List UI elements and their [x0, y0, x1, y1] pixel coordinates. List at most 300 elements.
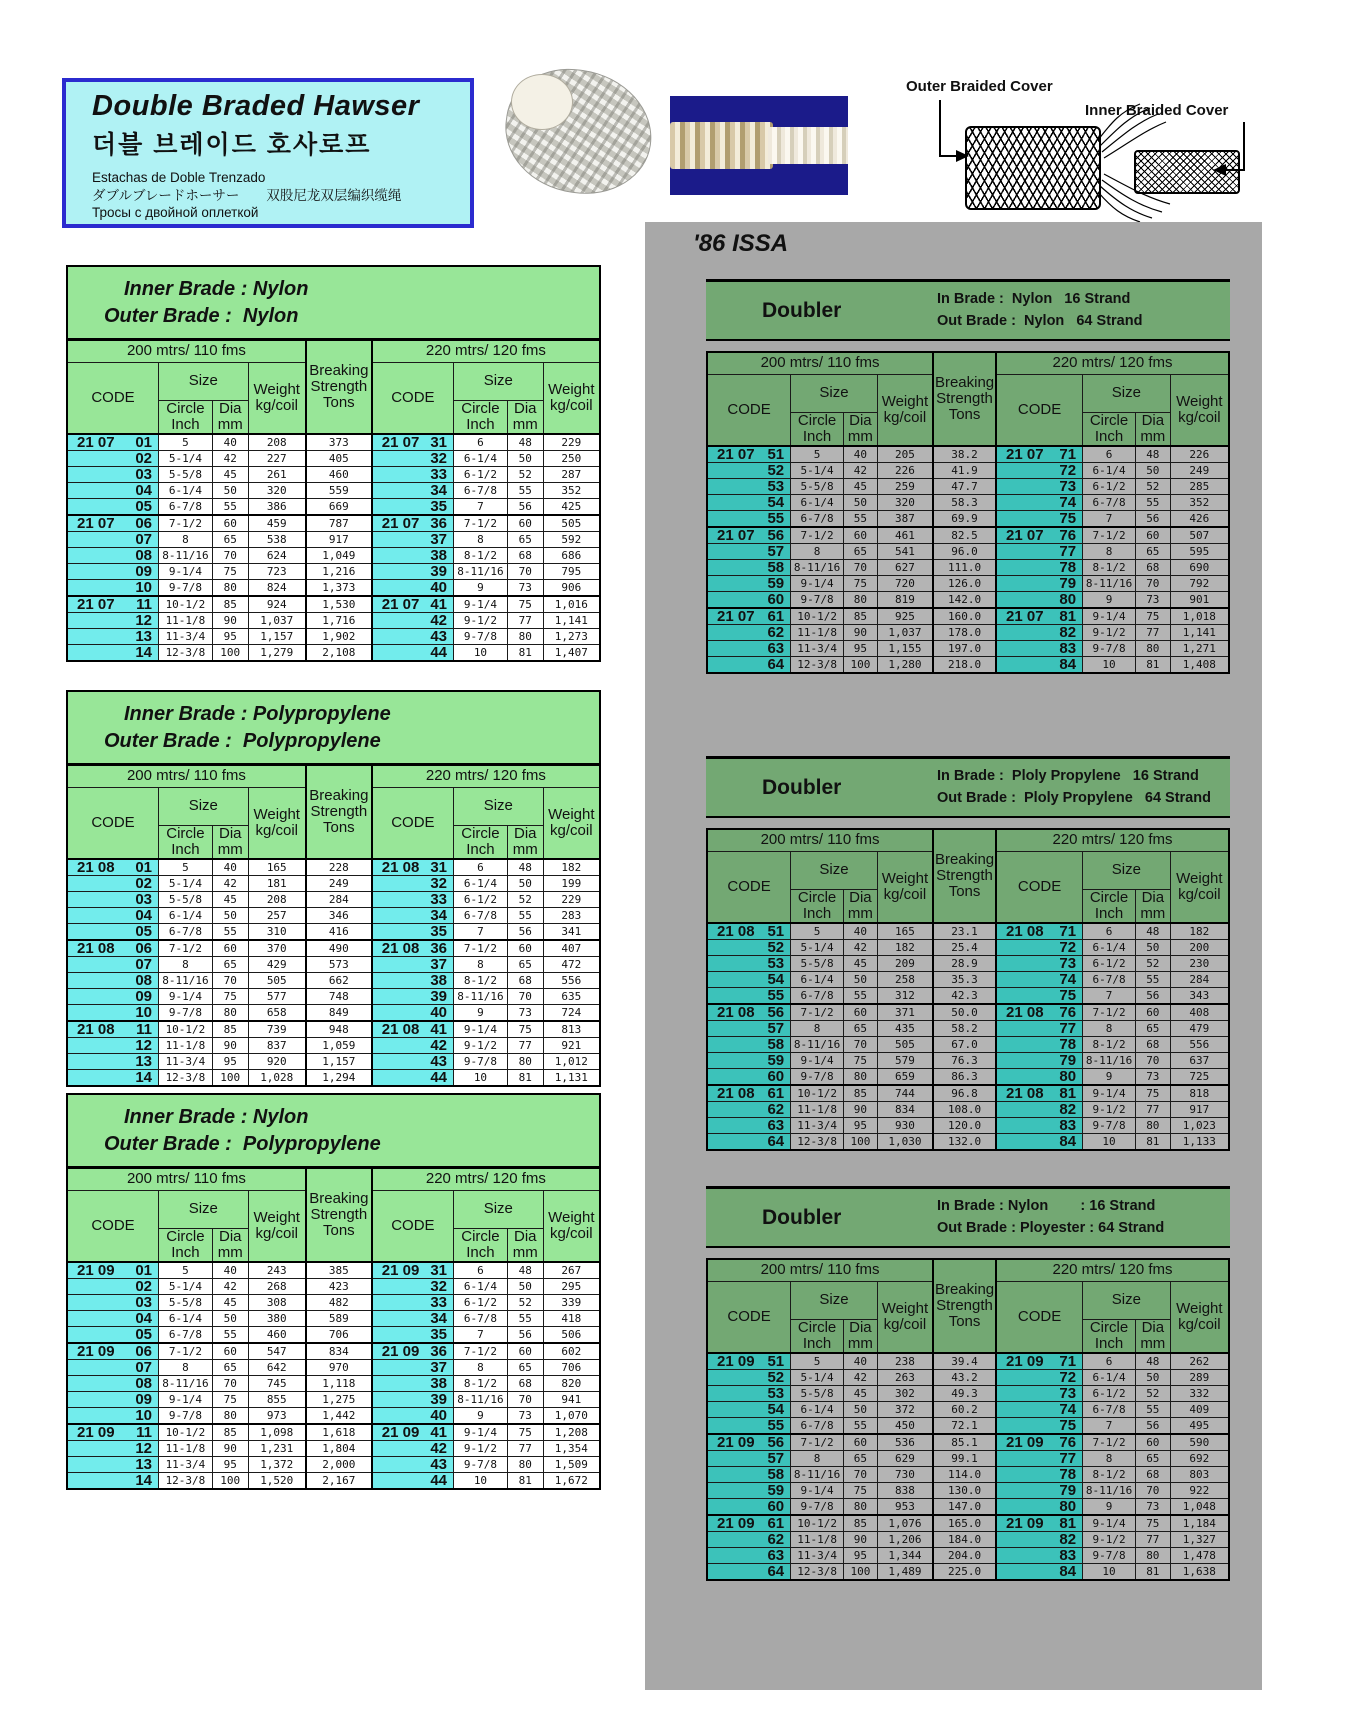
- code-cell: 21 09 61: [707, 1515, 791, 1532]
- dia-cell: 50: [212, 1311, 248, 1327]
- code-cell: 13: [67, 629, 159, 645]
- breaking-cell: 416: [306, 924, 372, 941]
- weight-cell: 917: [1170, 1102, 1229, 1118]
- dia-cell: 52: [1135, 479, 1170, 495]
- breaking-cell: 120.0: [933, 1118, 996, 1134]
- circle-cell: 6-7/8: [454, 483, 508, 499]
- table-row: [707, 1004, 1229, 1021]
- weight-cell: 1,141: [1170, 625, 1229, 641]
- breaking-cell: 142.0: [933, 592, 996, 609]
- breaking-cell: 1,049: [306, 548, 372, 564]
- code-cell: 37: [372, 957, 454, 973]
- code-cell: 14: [67, 645, 159, 662]
- code-cell: 21 08 01: [67, 859, 159, 876]
- title-table-gap: [706, 1248, 1230, 1258]
- dia-cell: 65: [212, 532, 248, 548]
- breaking-cell: 218.0: [933, 657, 996, 674]
- circle-cell: 11-1/8: [791, 625, 844, 641]
- code-cell: 82: [996, 1532, 1083, 1548]
- circle-cell: 5-5/8: [159, 892, 213, 908]
- code-cell: 63: [707, 641, 791, 657]
- table-row: [707, 495, 1229, 511]
- code-cell: 64: [707, 1134, 791, 1151]
- code-cell: 03: [67, 892, 159, 908]
- code-cell: 39: [372, 1392, 454, 1408]
- table-row: [707, 1467, 1229, 1483]
- dia-cell: 50: [844, 495, 878, 511]
- table-row: [67, 1054, 600, 1070]
- weight-cell: 941: [543, 1392, 600, 1408]
- circle-cell: 8: [1083, 1451, 1136, 1467]
- circle-cell: 12-3/8: [791, 657, 844, 674]
- code-cell: 21 09 76: [996, 1434, 1083, 1451]
- weight-cell: 267: [543, 1262, 600, 1279]
- dia-mm-header: Dia mm: [507, 400, 543, 434]
- weight-header: Weight kg/coil: [248, 787, 306, 859]
- table-row: [67, 1473, 600, 1490]
- weight-cell: 435: [877, 1021, 933, 1037]
- circle-cell: 9-1/4: [159, 1392, 213, 1408]
- breaking-strength-header: Breaking Strength Tons: [306, 340, 372, 434]
- circle-cell: 6-7/8: [159, 924, 213, 941]
- circle-cell: 5-5/8: [791, 1386, 844, 1402]
- dia-cell: 80: [1135, 641, 1170, 657]
- circle-cell: 9-1/4: [791, 1053, 844, 1069]
- code-cell: 52: [707, 1370, 791, 1386]
- dia-cell: 65: [212, 957, 248, 973]
- circle-cell: 8-1/2: [1083, 1037, 1136, 1053]
- code-cell: 35: [372, 1327, 454, 1344]
- code-cell: 21 09 71: [996, 1353, 1083, 1370]
- dia-cell: 65: [1135, 544, 1170, 560]
- weight-cell: 284: [1170, 972, 1229, 988]
- weight-cell: 261: [248, 467, 306, 483]
- dia-cell: 100: [844, 1134, 878, 1151]
- circle-cell: 9-1/4: [1083, 1085, 1136, 1102]
- code-cell: 55: [707, 511, 791, 528]
- weight-header: Weight kg/coil: [877, 374, 933, 446]
- circle-cell: 7: [1083, 1418, 1136, 1435]
- dia-cell: 68: [507, 548, 543, 564]
- weight-cell: 541: [877, 544, 933, 560]
- table-row: [67, 515, 600, 532]
- table-doubler-polyester: [706, 1186, 1230, 1581]
- circle-cell: 8: [454, 1360, 508, 1376]
- dia-cell: 56: [1135, 1418, 1170, 1435]
- weight-cell: 308: [248, 1295, 306, 1311]
- dia-mm-header: Dia mm: [212, 400, 248, 434]
- code-cell: 33: [372, 1295, 454, 1311]
- dia-cell: 50: [844, 972, 878, 988]
- code-cell: 21 08 56: [707, 1004, 791, 1021]
- code-cell: 77: [996, 1451, 1083, 1467]
- code-cell: 83: [996, 1548, 1083, 1564]
- dia-cell: 55: [507, 1311, 543, 1327]
- weight-cell: 459: [248, 515, 306, 532]
- weight-cell: 1,030: [877, 1134, 933, 1151]
- circle-cell: 6-1/4: [791, 1402, 844, 1418]
- dia-cell: 80: [844, 1499, 878, 1516]
- table-row: [707, 608, 1229, 625]
- dia-cell: 68: [507, 1376, 543, 1392]
- code-cell: 75: [996, 988, 1083, 1005]
- weight-cell: 824: [248, 580, 306, 597]
- breaking-cell: 23.1: [933, 923, 996, 940]
- table-row: [67, 1457, 600, 1473]
- code-cell: 03: [67, 467, 159, 483]
- weight-cell: 1,354: [543, 1441, 600, 1457]
- dia-mm-header: Dia mm: [1135, 889, 1170, 923]
- circle-inch-header: Circle Inch: [791, 1319, 844, 1353]
- breaking-cell: 35.3: [933, 972, 996, 988]
- circle-cell: 11-3/4: [159, 1054, 213, 1070]
- dia-cell: 55: [212, 499, 248, 516]
- dia-cell: 40: [844, 446, 878, 463]
- weight-cell: 182: [877, 940, 933, 956]
- dia-cell: 60: [212, 940, 248, 957]
- circle-cell: 6-7/8: [1083, 972, 1136, 988]
- inner-cover-label: Inner Braided Cover: [1085, 102, 1229, 119]
- dia-cell: 75: [1135, 1515, 1170, 1532]
- weight-cell: 1,638: [1170, 1564, 1229, 1581]
- circle-cell: 6-1/2: [1083, 956, 1136, 972]
- dia-cell: 85: [844, 1515, 878, 1532]
- breaking-cell: 43.2: [933, 1370, 996, 1386]
- weight-cell: 730: [877, 1467, 933, 1483]
- table-row: [67, 548, 600, 564]
- code-cell: 37: [372, 1360, 454, 1376]
- circle-cell: 11-3/4: [159, 1457, 213, 1473]
- code-cell: 34: [372, 908, 454, 924]
- code-cell: 40: [372, 1408, 454, 1425]
- circle-cell: 8-11/16: [454, 1392, 508, 1408]
- table-row: [707, 1434, 1229, 1451]
- breaking-cell: 1,157: [306, 1054, 372, 1070]
- code-cell: 73: [996, 479, 1083, 495]
- dia-cell: 80: [507, 1457, 543, 1473]
- title-inner-brade: Inner Brade : Nylon: [124, 277, 309, 300]
- circle-cell: 10: [1083, 1134, 1136, 1151]
- code-cell: 33: [372, 892, 454, 908]
- table-row: [707, 511, 1229, 528]
- dia-cell: 65: [507, 1360, 543, 1376]
- weight-cell: 744: [877, 1085, 933, 1102]
- table-pp-pp: [66, 690, 601, 1087]
- table-row: [67, 1070, 600, 1087]
- code-header: CODE: [996, 1281, 1083, 1353]
- circle-inch-header: Circle Inch: [454, 1228, 508, 1262]
- code-cell: 77: [996, 544, 1083, 560]
- weight-header: Weight kg/coil: [248, 1190, 306, 1262]
- table-row: [707, 1532, 1229, 1548]
- weight-cell: 642: [248, 1360, 306, 1376]
- dia-cell: 55: [1135, 1402, 1170, 1418]
- table-row: [67, 1279, 600, 1295]
- weight-cell: 425: [543, 499, 600, 516]
- weight-cell: 208: [248, 434, 306, 451]
- code-cell: 39: [372, 989, 454, 1005]
- rope-cutaway-photo: [670, 96, 848, 195]
- table-title-specs: [937, 289, 1142, 331]
- breaking-cell: 114.0: [933, 1467, 996, 1483]
- circle-cell: 7-1/2: [454, 1343, 508, 1360]
- weight-cell: 479: [1170, 1021, 1229, 1037]
- weight-cell: 855: [248, 1392, 306, 1408]
- dia-cell: 60: [212, 515, 248, 532]
- table-row: [67, 1262, 600, 1279]
- circle-cell: 9-7/8: [791, 1499, 844, 1516]
- dia-cell: 70: [212, 548, 248, 564]
- dia-cell: 75: [1135, 1085, 1170, 1102]
- spec-table: [706, 351, 1230, 674]
- circle-cell: 7-1/2: [1083, 1004, 1136, 1021]
- breaking-cell: 225.0: [933, 1564, 996, 1581]
- breaking-cell: 108.0: [933, 1102, 996, 1118]
- dia-cell: 55: [1135, 972, 1170, 988]
- circle-cell: 6-1/4: [1083, 463, 1136, 479]
- code-cell: 44: [372, 1070, 454, 1087]
- breaking-cell: 834: [306, 1343, 372, 1360]
- breaking-cell: 662: [306, 973, 372, 989]
- table-row: [67, 1311, 600, 1327]
- code-cell: 58: [707, 1467, 791, 1483]
- table-row: [67, 1360, 600, 1376]
- table-row: [67, 924, 600, 941]
- dia-cell: 50: [212, 908, 248, 924]
- dia-cell: 45: [212, 467, 248, 483]
- breaking-cell: 1,618: [306, 1424, 372, 1441]
- dia-cell: 90: [212, 1038, 248, 1054]
- breaking-strength-header: Breaking Strength Tons: [306, 1168, 372, 1262]
- code-cell: 52: [707, 463, 791, 479]
- breaking-cell: 165.0: [933, 1515, 996, 1532]
- title-outer-brade: Outer Brade : Polypropylene: [104, 729, 381, 752]
- rope-photo: [497, 64, 660, 201]
- weight-cell: 1,157: [248, 629, 306, 645]
- circle-cell: 11-1/8: [159, 613, 213, 629]
- dia-cell: 77: [1135, 1102, 1170, 1118]
- dia-mm-header: Dia mm: [844, 1319, 878, 1353]
- code-cell: 80: [996, 1069, 1083, 1086]
- dia-cell: 80: [507, 1054, 543, 1070]
- dia-cell: 68: [507, 973, 543, 989]
- span-220m: 220 mtrs/ 120 fms: [372, 1168, 600, 1190]
- circle-cell: 7: [454, 499, 508, 516]
- weight-cell: 658: [248, 1005, 306, 1022]
- circle-cell: 5-5/8: [791, 479, 844, 495]
- dia-cell: 55: [507, 483, 543, 499]
- code-cell: 35: [372, 499, 454, 516]
- code-cell: 21 07 01: [67, 434, 159, 451]
- table-title-name: Doubler: [762, 1205, 842, 1229]
- weight-cell: 312: [877, 988, 933, 1005]
- dia-cell: 80: [1135, 1548, 1170, 1564]
- circle-cell: 6-7/8: [1083, 495, 1136, 511]
- table-row: [67, 580, 600, 597]
- circle-cell: 9-7/8: [1083, 641, 1136, 657]
- breaking-cell: 42.3: [933, 988, 996, 1005]
- code-cell: 59: [707, 1053, 791, 1069]
- circle-cell: 8: [1083, 1021, 1136, 1037]
- code-cell: 57: [707, 1021, 791, 1037]
- dia-cell: 95: [212, 629, 248, 645]
- breaking-cell: 970: [306, 1360, 372, 1376]
- circle-cell: 8: [159, 957, 213, 973]
- code-cell: 14: [67, 1070, 159, 1087]
- circle-cell: 6-1/2: [1083, 479, 1136, 495]
- circle-cell: 5-1/4: [159, 1279, 213, 1295]
- breaking-cell: 1,804: [306, 1441, 372, 1457]
- dia-cell: 90: [844, 625, 878, 641]
- code-cell: 33: [372, 467, 454, 483]
- weight-cell: 460: [248, 1327, 306, 1344]
- weight-header: Weight kg/coil: [248, 362, 306, 434]
- circle-cell: 9-1/4: [1083, 608, 1136, 625]
- dia-cell: 65: [844, 544, 878, 560]
- size-header: Size: [1083, 374, 1171, 412]
- dia-cell: 68: [1135, 1037, 1170, 1053]
- weight-header: Weight kg/coil: [877, 851, 933, 923]
- table-row: [707, 1037, 1229, 1053]
- breaking-cell: 184.0: [933, 1532, 996, 1548]
- circle-cell: 11-1/8: [159, 1038, 213, 1054]
- table-row: [707, 923, 1229, 940]
- dia-cell: 52: [507, 467, 543, 483]
- weight-cell: 834: [877, 1102, 933, 1118]
- title-outer-brade: Outer Brade : Nylon: [104, 304, 299, 327]
- weight-cell: 283: [543, 908, 600, 924]
- dia-cell: 77: [1135, 625, 1170, 641]
- code-cell: 78: [996, 1467, 1083, 1483]
- span-220m: 220 mtrs/ 120 fms: [996, 1259, 1229, 1281]
- table-row: [707, 1386, 1229, 1402]
- dia-cell: 56: [1135, 988, 1170, 1005]
- table-row: [67, 1038, 600, 1054]
- code-cell: 38: [372, 548, 454, 564]
- weight-cell: 901: [1170, 592, 1229, 609]
- dia-mm-header: Dia mm: [1135, 1319, 1170, 1353]
- circle-cell: 6-7/8: [159, 1327, 213, 1344]
- span-200m: 200 mtrs/ 110 fms: [707, 352, 933, 374]
- dia-cell: 68: [1135, 560, 1170, 576]
- dia-cell: 81: [1135, 1134, 1170, 1151]
- circle-cell: 7: [1083, 511, 1136, 528]
- code-cell: 21 07 56: [707, 527, 791, 544]
- weight-cell: 205: [877, 446, 933, 463]
- dia-cell: 52: [507, 1295, 543, 1311]
- span-220m: 220 mtrs/ 120 fms: [372, 340, 600, 362]
- code-cell: 05: [67, 499, 159, 516]
- dia-cell: 45: [844, 956, 878, 972]
- code-cell: 63: [707, 1548, 791, 1564]
- circle-cell: 7-1/2: [791, 1004, 844, 1021]
- table-row: [67, 957, 600, 973]
- weight-cell: 930: [877, 1118, 933, 1134]
- spec-out-brade: Out Brade : Nylon 64 Strand: [937, 312, 1143, 329]
- breaking-cell: 1,294: [306, 1070, 372, 1087]
- table-row: [67, 1376, 600, 1392]
- breaking-cell: 76.3: [933, 1053, 996, 1069]
- code-cell: 12: [67, 1441, 159, 1457]
- weight-cell: 803: [1170, 1467, 1229, 1483]
- code-cell: 21 09 11: [67, 1424, 159, 1441]
- title-table-gap: [706, 818, 1230, 828]
- spec-out-brade: Out Brade : Ployester : 64 Strand: [937, 1219, 1165, 1236]
- dia-cell: 50: [507, 876, 543, 892]
- dia-cell: 56: [507, 924, 543, 941]
- weight-cell: 920: [248, 1054, 306, 1070]
- code-header: CODE: [707, 851, 791, 923]
- weight-cell: 1,280: [877, 657, 933, 674]
- spec-table: [706, 1258, 1230, 1581]
- circle-cell: 9-7/8: [159, 1005, 213, 1022]
- circle-cell: 8: [791, 1021, 844, 1037]
- dia-cell: 100: [844, 1564, 878, 1581]
- code-cell: 43: [372, 1457, 454, 1473]
- table-row: [707, 1370, 1229, 1386]
- table-row: [707, 1353, 1229, 1370]
- dia-cell: 80: [212, 580, 248, 597]
- dia-cell: 70: [844, 1037, 878, 1053]
- weight-cell: 813: [543, 1021, 600, 1038]
- weight-cell: 1,372: [248, 1457, 306, 1473]
- dia-cell: 75: [844, 1053, 878, 1069]
- circle-cell: 5-5/8: [159, 467, 213, 483]
- circle-cell: 6-1/4: [791, 972, 844, 988]
- circle-inch-header: Circle Inch: [454, 400, 508, 434]
- circle-cell: 8-1/2: [454, 973, 508, 989]
- code-cell: 21 08 71: [996, 923, 1083, 940]
- dia-cell: 50: [507, 1279, 543, 1295]
- weight-cell: 343: [1170, 988, 1229, 1005]
- table-doubler-pp: [706, 756, 1230, 1151]
- dia-cell: 81: [1135, 1564, 1170, 1581]
- code-cell: 83: [996, 641, 1083, 657]
- weight-cell: 795: [543, 564, 600, 580]
- dia-cell: 70: [507, 1392, 543, 1408]
- weight-cell: 1,016: [543, 596, 600, 613]
- table-row: [67, 483, 600, 499]
- size-header: Size: [791, 851, 878, 889]
- weight-cell: 1,509: [543, 1457, 600, 1473]
- breaking-cell: 49.3: [933, 1386, 996, 1402]
- circle-cell: 6-7/8: [1083, 1402, 1136, 1418]
- weight-cell: 238: [877, 1353, 933, 1370]
- circle-cell: 6-1/4: [159, 1311, 213, 1327]
- code-cell: 21 07 06: [67, 515, 159, 532]
- weight-cell: 302: [877, 1386, 933, 1402]
- code-cell: 08: [67, 1376, 159, 1392]
- table-row: [67, 532, 600, 548]
- code-cell: 80: [996, 592, 1083, 609]
- breaking-strength-header: Breaking Strength Tons: [306, 765, 372, 859]
- code-cell: 04: [67, 908, 159, 924]
- breaking-cell: 1,275: [306, 1392, 372, 1408]
- weight-cell: 1,489: [877, 1564, 933, 1581]
- dia-cell: 55: [212, 924, 248, 941]
- code-cell: 21 07 61: [707, 608, 791, 625]
- dia-cell: 75: [1135, 608, 1170, 625]
- circle-cell: 5-1/4: [791, 940, 844, 956]
- table-row: [67, 451, 600, 467]
- circle-cell: 10-1/2: [159, 596, 213, 613]
- circle-cell: 8-11/16: [1083, 1053, 1136, 1069]
- circle-cell: 6-1/4: [454, 451, 508, 467]
- breaking-cell: 96.8: [933, 1085, 996, 1102]
- code-cell: 54: [707, 495, 791, 511]
- circle-cell: 9: [1083, 1499, 1136, 1516]
- dia-cell: 50: [1135, 1370, 1170, 1386]
